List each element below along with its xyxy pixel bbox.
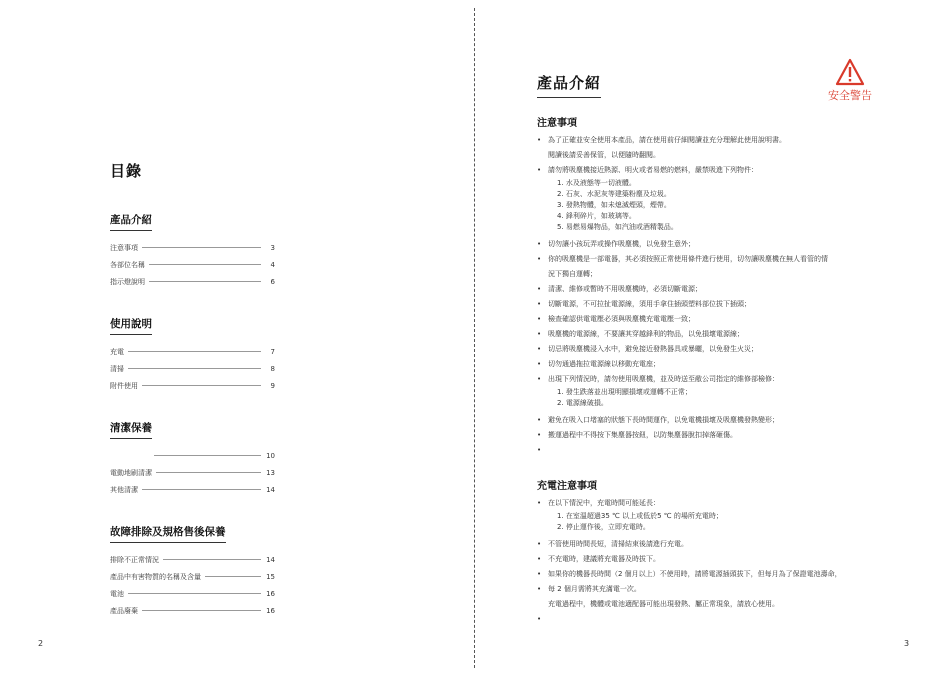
list-item: • 切勿通過拖拉電源線以移動充電座； [537,360,660,368]
list-item: • 為了正確並安全使用本產品，請在使用前仔細閱讀並充分理解此使用說明書。 [537,136,786,144]
toc-leader [149,264,261,265]
toc-entry-page: 6 [270,277,275,286]
sub-list-item: 4. 鋒利碎片，如玻璃等。 [557,212,636,220]
page-number-left: 2 [38,639,44,648]
toc-leader [128,593,261,594]
toc-entry-text: 電動地刷清潔 [110,468,152,477]
toc-entry[interactable] [110,551,275,568]
toc-section-usage [110,312,275,394]
toc-section-title: 故障排除及規格售後保養 [110,524,226,543]
charging-notes-title: 充電注意事項 [537,481,597,492]
toc-entry-page: 7 [270,347,275,356]
toc-entry[interactable] [110,377,275,394]
toc-entry[interactable] [110,343,275,360]
toc-leader [142,247,261,248]
toc-entry-text: 電池 [110,589,124,598]
list-item: • 切忌將吸塵機浸入水中，避免接近發熱器具或暴曬，以免發生火災； [537,345,758,353]
list-item: • 切勿讓小孩玩弄或操作吸塵機，以免發生意外； [537,240,695,248]
toc-entry-page: 8 [270,364,275,373]
toc-title: 目錄 [110,162,143,180]
toc-entry[interactable] [110,464,275,481]
toc-section-cleaning [110,416,275,498]
list-item-continuation: 充電過程中，機體或電池適配器可能出現發熱、屬正常現象，請放心使用。 [548,600,779,608]
toc-leader [142,385,261,386]
sub-list-item: 2. 電源線破損。 [557,399,608,407]
toc-entry[interactable] [110,481,275,498]
toc-entry-text: 充電 [110,347,124,356]
toc-leader [156,472,261,473]
toc-entry-page: 9 [270,381,275,390]
toc-entry-page: 10 [266,451,275,460]
toc-entry-page: 14 [266,485,275,494]
product-intro-content: 產品介紹 注意事項 • 為了正確並安全使用本產品，請在使用前仔細閱讀並充分理解此使用說明書。 閱讀後請妥善保管，以便隨時翻閱。 • 請勿將吸塵機接近熱源、明火或者易燃的燃料，嚴禁吸進下列物件： 1. 水及液態等一切液體。 2. 石灰、水泥灰等建築粉塵及垃圾。 3. 發熱物體，如未熄滅煙頭，煙帶。 4. 鋒利碎片，如玻璃等。 5. 易燃易爆物品，如汽油或酒精製品。 • 切勿讓小孩玩弄或操作吸塵機，以免發生意外； • 你的吸塵機是一部電器，其必須按照正常使用條件進行使用，切勿讓吸塵機在無人看管的情 況下獨自運轉； • 清潔、維修或暫時不用吸塵機時，必須切斷電源； • 切斷電源，不可拉扯電源線，須用手拿住插頭塑料部位拔下插頭； • 檢查確認供電電壓必須與吸塵機充電電壓一致； • 吸塵機的電源線，不要讓其穿越鋒利的物品，以免損壞電源線； • 切忌將吸塵機浸入水中，避免接近發熱器具或暴曬，以免發生火災； • 切勿通過拖拉電源線以移動充電座； • 出現下列情況時，請勿使用吸塵機，並及時送至敝公司指定的維修部檢修： 1. 發生跌落並出現明顯損壞或運轉不正常； 2. 電源線破損。 • 避免在吸入口堵塞的狀態下長時間運作，以免電機損壞及吸塵機發熱變形； • 搬運過程中不得按下集塵器按鈕，以防集塵器脫扣掉落砸傷。 • 充電注意事項 • 在以下情況中，充電時間可能延長： 1. 在室溫超過35 ℃ 以上或低於5 ℃ 的場所充電時； 2. 停止運作後，立即充電時。 • 不管使用時間長短，清掃結束後請進行充電。 • 不充電時，建議將充電器及時拔下。 • 如果你的機器長時間（2 個月以上）不使用時，請將電源插頭拔下，但每月為了保證電池壽命， • 每 2 個月需將其充滿電一次。 充電過程中，機體或電池適配器可能出現發熱、屬正常現象，請放心使用。 • [537,68,897,612]
toc-entry-page: 14 [266,555,275,564]
sub-list-item: 3. 發熱物體，如未熄滅煙頭，煙帶。 [557,201,671,209]
toc-entry[interactable] [110,239,275,256]
list-item: • 請勿將吸塵機接近熱源、明火或者易燃的燃料，嚴禁吸進下列物件： [537,166,758,174]
toc-entry-text: 各部位名稱 [110,260,145,269]
page-title: 產品介紹 [537,72,601,98]
toc-entry-page: 16 [266,606,275,615]
precautions-title: 注意事項 [537,118,577,129]
toc-entry-text: 指示燈說明 [110,277,145,286]
table-of-contents [110,160,275,641]
toc-entry-page: 3 [270,243,275,252]
toc-entry[interactable] [110,602,275,619]
list-item: • 出現下列情況時，請勿使用吸塵機，並及時送至敝公司指定的維修部檢修： [537,375,779,383]
list-item: • 切斷電源，不可拉扯電源線，須用手拿住插頭塑料部位拔下插頭； [537,300,751,308]
list-item: • 每 2 個月需將其充滿電一次。 [537,585,641,593]
toc-entry-page: 13 [266,468,275,477]
page-number-right: 3 [904,639,910,648]
toc-entry-page: 16 [266,589,275,598]
toc-section-title: 清潔保養 [110,420,152,439]
toc-entry-text: 排除不正常情況 [110,555,159,564]
list-item: • 如果你的機器長時間（2 個月以上）不使用時，請將電源插頭拔下，但每月為了保證電池壽命， [537,570,842,578]
toc-leader [163,559,261,560]
toc-leader [154,455,261,456]
toc-entry-text: 產品中有害物質的名稱及含量 [110,572,201,581]
list-item: • 不充電時，建議將充電器及時拔下。 [537,555,660,563]
toc-leader [205,576,261,577]
safety-warning-label: 安全警告 [828,89,872,102]
list-item-continuation: 閱讀後請妥善保管，以便隨時翻閱。 [548,151,660,159]
list-item: • 吸塵機的電源線，不要讓其穿越鋒利的物品，以免損壞電源線； [537,330,744,338]
list-item: • 你的吸塵機是一部電器，其必須按照正常使用條件進行使用，切勿讓吸塵機在無人看管的情 [537,255,828,263]
sub-list-item: 1. 水及液態等一切液體。 [557,179,636,187]
toc-leader [128,351,261,352]
list-item: • 搬運過程中不得按下集塵器按鈕，以防集塵器脫扣掉落砸傷。 [537,431,737,439]
toc-section-troubleshooting [110,520,275,619]
sub-list-item: 5. 易燃易爆物品，如汽油或酒精製品。 [557,223,678,231]
toc-entry[interactable] [110,447,275,464]
list-item: • 不管使用時間長短，清掃結束後請進行充電。 [537,540,688,548]
list-item-continuation: 況下獨自運轉； [548,270,597,278]
list-item: • 避免在吸入口堵塞的狀態下長時間運作，以免電機損壞及吸塵機發熱變形； [537,416,779,424]
toc-entry[interactable] [110,568,275,585]
toc-entry-text: 注意事項 [110,243,138,252]
toc-entry-text: 附件使用 [110,381,138,390]
toc-entry[interactable] [110,273,275,290]
toc-leader [142,610,261,611]
toc-section-title: 產品介紹 [110,212,152,231]
toc-entry[interactable] [110,585,275,602]
sub-list-item: 2. 停止運作後，立即充電時。 [557,523,650,531]
toc-section-product-intro [110,208,275,290]
toc-entry[interactable] [110,360,275,377]
sub-list-item: 1. 在室溫超過35 ℃ 以上或低於5 ℃ 的場所充電時； [557,512,723,520]
page-divider [474,8,475,668]
toc-entry-page: 15 [266,572,275,581]
list-item: • 清潔、維修或暫時不用吸塵機時，必須切斷電源； [537,285,702,293]
toc-entry-text: 清掃 [110,364,124,373]
toc-section-title: 使用說明 [110,316,152,335]
toc-entry[interactable] [110,256,275,273]
toc-entry-text: 其他清潔 [110,485,138,494]
toc-leader [149,281,261,282]
list-item: • 在以下情況中，充電時間可能延長： [537,499,660,507]
list-item: • 檢查確認供電電壓必須與吸塵機充電電壓一致； [537,315,695,323]
toc-entry-page: 4 [270,260,275,269]
toc-leader [128,368,261,369]
sub-list-item: 1. 發生跌落並出現明顯損壞或運轉不正常； [557,388,692,396]
toc-leader [142,489,261,490]
sub-list-item: 2. 石灰、水泥灰等建築粉塵及垃圾。 [557,190,671,198]
toc-entry-text: 產品廢棄 [110,606,138,615]
